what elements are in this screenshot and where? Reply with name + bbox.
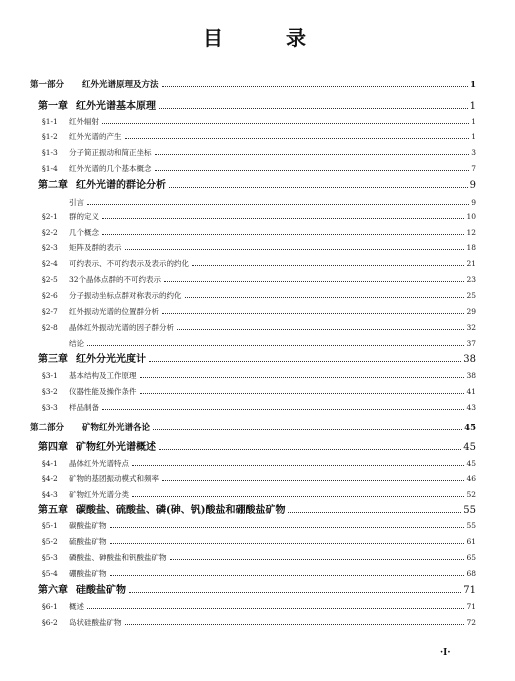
toc-entry-number: 第六章 (38, 585, 68, 596)
toc-entry-page: 38 (463, 354, 476, 365)
toc-section-entry (42, 369, 476, 383)
toc-entry-label (42, 115, 99, 129)
toc-section-entry (42, 519, 476, 533)
toc-entry-label (42, 226, 99, 240)
dot-leader (125, 624, 465, 625)
toc-section-entry (42, 488, 476, 502)
toc-entry-label (42, 488, 129, 502)
dot-leader (155, 170, 470, 171)
toc-section-entry (42, 273, 476, 287)
toc-entry-page: 45 (463, 442, 476, 453)
toc-entry-number: §1-2 (42, 132, 58, 141)
toc-entry-text: 碳酸盐、硫酸盐、磷(砷、钒)酸盐和硼酸盐矿物 (76, 505, 286, 516)
toc-section-entry (42, 337, 476, 351)
toc-section-entry (42, 257, 476, 271)
dot-leader (149, 361, 461, 362)
dot-leader (169, 187, 468, 188)
toc-part-entry (30, 78, 476, 92)
toc-entry-page: 72 (466, 618, 476, 627)
dot-leader (162, 313, 464, 314)
toc-entry-text: 硅酸盐矿物 (76, 585, 126, 596)
dot-leader (192, 265, 464, 266)
dot-leader (177, 329, 464, 330)
dot-leader (170, 559, 465, 560)
toc-entry-page: 55 (466, 521, 476, 530)
dot-leader (155, 154, 470, 155)
toc-entry-page: 55 (463, 505, 476, 516)
toc-entry-page: 65 (466, 553, 476, 562)
dot-leader (110, 527, 465, 528)
dot-leader (110, 575, 465, 576)
toc-entry-text: 矿物红外光谱概述 (76, 442, 156, 453)
dot-leader (102, 409, 464, 410)
toc-section-entry (42, 472, 476, 486)
toc-entry-label (42, 567, 107, 581)
toc-entry-text: 红外光谱原理及方法 (82, 80, 159, 90)
toc-entry-page: 45 (466, 459, 476, 468)
toc-entry-label (42, 472, 159, 486)
dot-leader (140, 377, 465, 378)
toc-entry-text: 分子振动坐标点群对称表示的约化 (69, 291, 182, 300)
toc-section-entry (42, 210, 476, 224)
toc-entry-text: 32个晶体点群的不可约表示 (69, 275, 162, 284)
toc-entry-label (42, 289, 182, 303)
toc-entry-page: 1 (469, 101, 476, 112)
toc-entry-text: 碳酸盐矿物 (69, 521, 107, 530)
toc-entry-label (42, 273, 161, 287)
toc-section-entry (42, 305, 476, 319)
toc-section-entry (42, 385, 476, 399)
toc-entry-number: §4-3 (42, 490, 58, 499)
dot-leader (153, 429, 462, 430)
toc-entry-label (42, 257, 189, 271)
toc-entry-label (30, 78, 159, 92)
toc-entry-number: §2-8 (42, 323, 58, 332)
toc-entry-number: §6-1 (42, 602, 58, 611)
dot-leader (159, 449, 461, 450)
toc-entry-text: 红外光谱的几个基本概念 (69, 164, 152, 173)
toc-entry-page: 45 (464, 423, 476, 433)
toc-entry-label (30, 421, 150, 435)
toc-entry-text: 仪器性能及操作条件 (69, 387, 137, 396)
toc-entry-text: 磷酸盐、砷酸盐和钒酸盐矿物 (69, 553, 167, 562)
toc-entry-label (38, 441, 156, 455)
toc-entry-label (42, 321, 174, 335)
toc-entry-text: 分子简正振动和简正坐标 (69, 148, 152, 157)
toc-entry-label (42, 130, 122, 144)
toc-entry-page: 10 (466, 212, 476, 221)
dot-leader (132, 465, 464, 466)
toc-entry-number: §1-4 (42, 164, 58, 173)
toc-entry-number: 第五章 (38, 505, 68, 516)
toc-entry-page: 71 (466, 602, 476, 611)
toc-chapter-entry (38, 179, 476, 193)
toc-entry-page: 12 (466, 228, 476, 237)
toc-entry-text: 硼酸盐矿物 (69, 569, 107, 578)
toc-entry-page: 1 (470, 80, 476, 90)
toc-entry-label (42, 385, 137, 399)
toc-chapter-entry (38, 353, 476, 367)
toc-entry-text: 岛状硅酸盐矿物 (69, 618, 122, 627)
toc-section-entry (42, 567, 476, 581)
toc-entry-number: §3-1 (42, 371, 58, 380)
toc-entry-number: §6-2 (42, 618, 58, 627)
toc-entry-page: 25 (466, 291, 476, 300)
toc-entry-page: 21 (466, 259, 476, 268)
toc-entry-number: §5-2 (42, 537, 58, 546)
toc-entry-label (42, 457, 129, 471)
toc-entry-text: 矿物红外光谱分类 (69, 490, 129, 499)
toc-entry-number: §2-7 (42, 307, 58, 316)
toc-entry-page: 23 (466, 275, 476, 284)
toc-entry-label (42, 210, 99, 224)
toc-section-entry (42, 551, 476, 565)
toc-entry-label (42, 196, 84, 210)
toc-section-entry (42, 130, 476, 144)
dot-leader (125, 138, 470, 139)
toc-section-entry (42, 321, 476, 335)
toc-section-entry (42, 457, 476, 471)
toc-entry-page: 43 (466, 403, 476, 412)
toc-chapter-entry (38, 441, 476, 455)
toc-entry-page: 3 (471, 148, 476, 157)
toc-entry-number: §2-5 (42, 275, 58, 284)
toc-section-entry (42, 241, 476, 255)
toc-chapter-entry (38, 504, 476, 518)
toc-entry-page: 7 (471, 164, 476, 173)
toc-entry-page: 71 (463, 585, 476, 596)
toc-section-entry (42, 226, 476, 240)
toc-entry-page: 68 (466, 569, 476, 578)
toc-entry-text: 样品制备 (69, 403, 99, 412)
toc-entry-number: §2-4 (42, 259, 58, 268)
toc-entry-page: 18 (466, 243, 476, 252)
toc-section-entry (42, 146, 476, 160)
toc-section-entry (42, 289, 476, 303)
toc-entry-label (42, 600, 84, 614)
toc-entry-text: 矿物红外光谱各论 (82, 423, 151, 433)
toc-entry-number: §1-1 (42, 117, 58, 126)
dot-leader (159, 108, 468, 109)
toc-entry-page: 9 (471, 198, 476, 207)
toc-entry-number: §3-2 (42, 387, 58, 396)
toc-entry-text: 矿物的基团振动模式和频率 (69, 474, 159, 483)
toc-entry-label (42, 616, 122, 630)
toc-entry-number: §2-1 (42, 212, 58, 221)
toc-section-entry (42, 115, 476, 129)
dot-leader (164, 281, 464, 282)
page-number: ·I· (440, 648, 451, 658)
toc-entry-text: 红外光谱基本原理 (76, 101, 156, 112)
toc-part-entry (30, 421, 476, 435)
toc-entry-label (42, 162, 152, 176)
dot-leader (125, 249, 465, 250)
toc-entry-text: 红外振动光谱的位置群分析 (69, 307, 159, 316)
toc-entry-text: 晶体红外光谱特点 (69, 459, 129, 468)
toc-entry-page: 1 (471, 132, 476, 141)
toc-entry-number: §4-2 (42, 474, 58, 483)
toc-entry-page: 37 (466, 339, 476, 348)
toc-entry-number: §5-1 (42, 521, 58, 530)
toc-entry-number: 第一章 (38, 101, 68, 112)
toc-entry-page: 46 (466, 474, 476, 483)
dot-leader (87, 608, 464, 609)
toc-entry-text: 红外辐射 (69, 117, 99, 126)
toc-entry-label (38, 504, 285, 518)
toc-entry-text: 可约表示、不可约表示及表示的约化 (69, 259, 189, 268)
toc-entry-text: 晶体红外振动光谱的因子群分析 (69, 323, 174, 332)
toc-section-entry (42, 600, 476, 614)
toc-entry-number: §2-6 (42, 291, 58, 300)
toc-entry-label (42, 551, 167, 565)
dot-leader (102, 218, 464, 219)
toc-entry-label (42, 535, 107, 549)
toc-entry-number: §3-3 (42, 403, 58, 412)
toc-entry-label (42, 369, 137, 383)
toc-entry-number: 第二部分 (30, 423, 65, 433)
toc-entry-label (42, 337, 84, 351)
toc-entry-label (42, 519, 107, 533)
toc-entry-text: 红外光谱的产生 (69, 132, 122, 141)
toc-section-entry (42, 401, 476, 415)
toc-entry-page: 41 (466, 387, 476, 396)
toc-entry-number: §5-4 (42, 569, 58, 578)
toc-entry-page: 32 (466, 323, 476, 332)
toc-section-entry (42, 535, 476, 549)
toc-entry-label (38, 100, 156, 114)
toc-chapter-entry (38, 584, 476, 598)
toc-entry-label (42, 305, 159, 319)
toc-entry-page: 9 (469, 180, 476, 191)
dot-leader (129, 592, 461, 593)
toc-entry-text: 红外分光光度计 (76, 354, 146, 365)
toc-entry-text: 硫酸盐矿物 (69, 537, 107, 546)
dot-leader (288, 512, 461, 513)
toc-entry-text: 红外光谱的群论分析 (76, 180, 166, 191)
toc-entry-number: 第四章 (38, 442, 68, 453)
toc-entry-label (42, 401, 99, 415)
toc-entry-page: 38 (466, 371, 476, 380)
toc-entry-page: 29 (466, 307, 476, 316)
toc-section-entry (42, 616, 476, 630)
dot-leader (87, 345, 464, 346)
dot-leader (162, 86, 469, 87)
toc-entry-text: 结论 (69, 339, 84, 348)
dot-leader (102, 123, 469, 124)
toc-entry-text: 基本结构及工作原理 (69, 371, 137, 380)
dot-leader (110, 543, 465, 544)
toc-entry-text: 群的定义 (69, 212, 99, 221)
toc-entry-label (42, 241, 122, 255)
toc-entry-number: §5-3 (42, 553, 58, 562)
dot-leader (185, 297, 465, 298)
toc-entry-label (38, 584, 126, 598)
toc-entry-page: 61 (466, 537, 476, 546)
dot-leader (132, 496, 464, 497)
toc-entry-text: 矩阵及群的表示 (69, 243, 122, 252)
toc-entry-number: 第二章 (38, 180, 68, 191)
toc-entry-page: 52 (466, 490, 476, 499)
toc-entry-label (42, 146, 152, 160)
toc-section-entry (42, 162, 476, 176)
toc-chapter-entry (38, 100, 476, 114)
toc-entry-text: 几个概念 (69, 228, 99, 237)
toc-entry-page: 1 (471, 117, 476, 126)
toc-entry-number: §4-1 (42, 459, 58, 468)
toc-entry-text: 引言 (69, 198, 84, 207)
toc-entry-label (38, 179, 166, 193)
dot-leader (87, 204, 469, 205)
toc-entry-number: 第一部分 (30, 80, 65, 90)
toc-section-entry (42, 196, 476, 210)
dot-leader (140, 393, 465, 394)
toc-entry-number: §1-3 (42, 148, 58, 157)
toc-entry-number: §2-2 (42, 228, 58, 237)
toc-entry-text: 概述 (69, 602, 84, 611)
page-title: 目 录 (203, 26, 334, 50)
dot-leader (102, 234, 464, 235)
dot-leader (162, 480, 464, 481)
toc-entry-label (38, 353, 146, 367)
toc-entry-number: §2-3 (42, 243, 58, 252)
toc-entry-number: 第三章 (38, 354, 68, 365)
